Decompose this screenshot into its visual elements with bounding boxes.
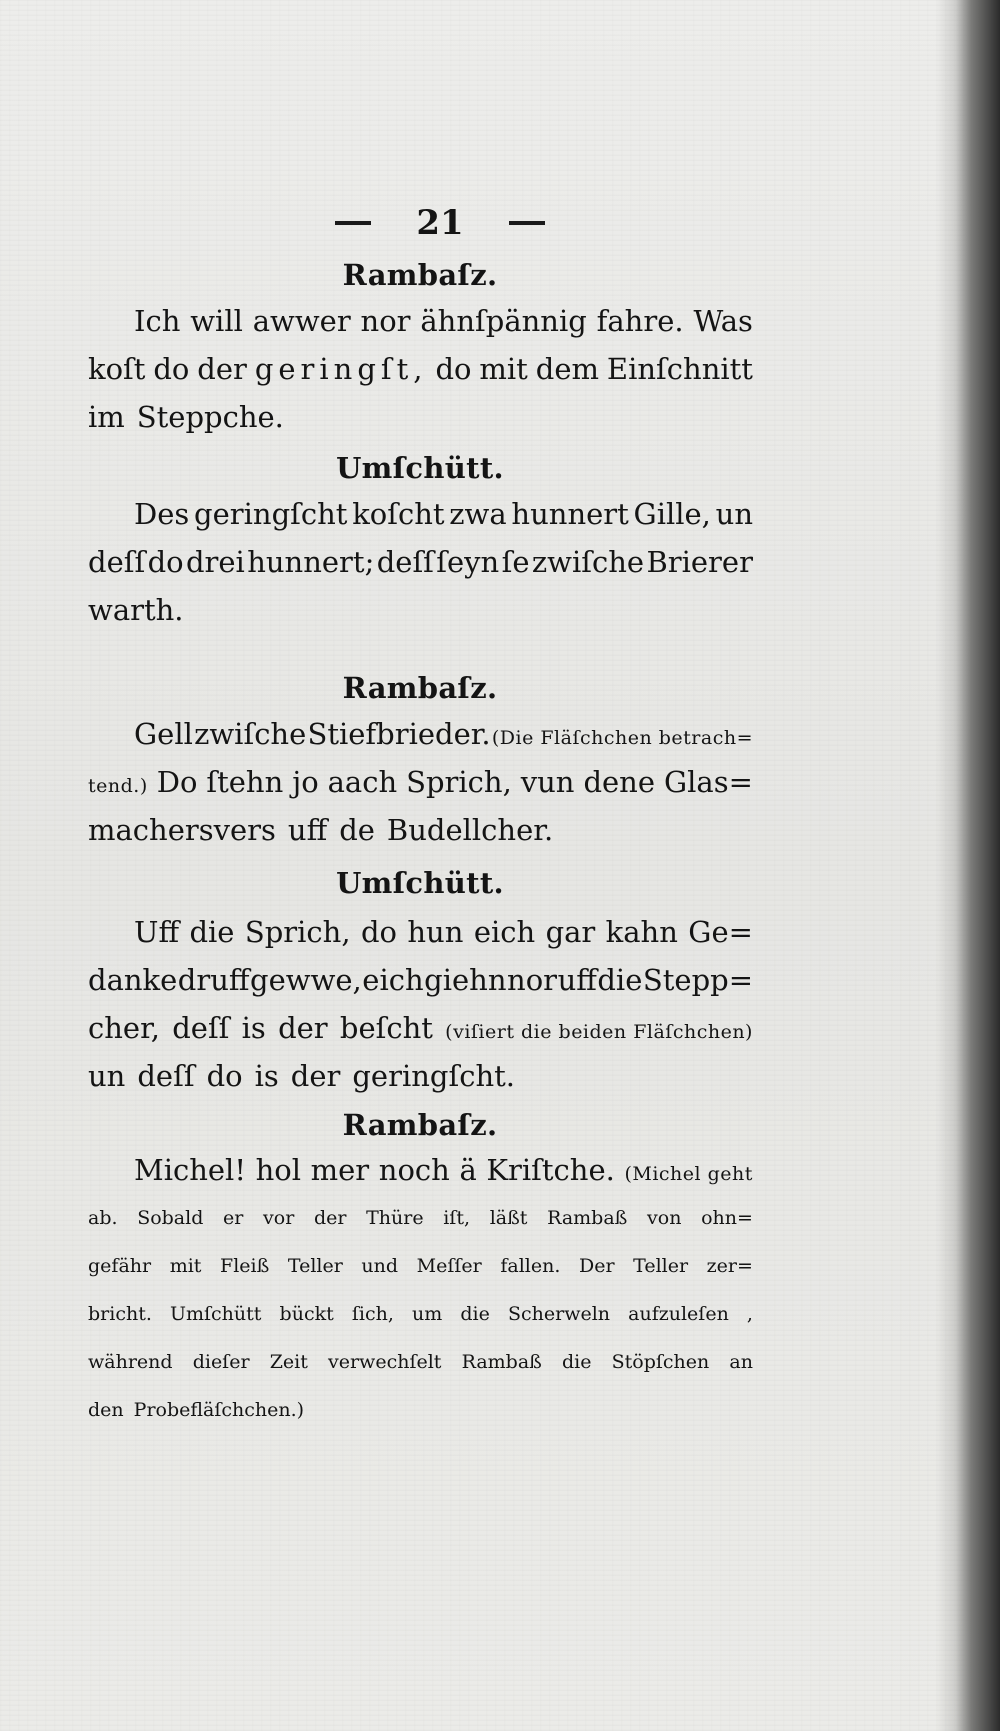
word: Der	[578, 1255, 615, 1277]
word: ohn=	[701, 1207, 753, 1229]
word: awwer	[252, 304, 351, 338]
word: Gille,	[633, 497, 711, 531]
word: zwiſche	[531, 545, 645, 579]
word: den	[88, 1399, 124, 1421]
word: deſſ	[376, 545, 434, 579]
word: Scherweln	[507, 1303, 611, 1325]
text-line	[88, 1004, 753, 1052]
word: do	[360, 915, 397, 949]
word: Rambaß	[461, 1351, 542, 1373]
stage-direction-line	[88, 1292, 753, 1336]
word: gar	[545, 915, 596, 949]
word: drei	[185, 545, 245, 579]
word: deſſ	[137, 1059, 195, 1093]
page-header	[335, 198, 545, 248]
word: ſe	[501, 545, 530, 579]
word: Sprich,	[244, 915, 351, 949]
word: zwiſche	[194, 717, 307, 751]
speaker-name: Umſchütt.	[336, 866, 504, 900]
word: Rambaß	[547, 1207, 628, 1229]
word: dene	[583, 765, 656, 799]
word: Michel!	[134, 1153, 246, 1187]
word: zwa	[449, 497, 507, 531]
word: er	[223, 1207, 244, 1229]
word: der	[313, 1207, 347, 1229]
speaker-name: Umſchütt.	[336, 451, 504, 485]
header-dash-right	[509, 221, 545, 225]
word: von	[647, 1207, 682, 1229]
word: warth.	[88, 593, 184, 627]
word: beſcht	[339, 1011, 433, 1045]
word: noch	[378, 1153, 450, 1187]
word: do	[206, 1059, 243, 1093]
text-line	[134, 710, 753, 758]
word: un	[88, 1059, 126, 1093]
page-edge-shadow	[936, 0, 1000, 1731]
word: nor	[507, 963, 558, 997]
stage-direction-line	[88, 1196, 753, 1240]
word: hunnert	[511, 497, 629, 531]
word: eich	[362, 963, 424, 997]
word: hun	[407, 915, 464, 949]
word: während	[88, 1351, 173, 1373]
text-line	[134, 490, 753, 538]
word: ſich,	[351, 1303, 394, 1325]
word: Ich	[134, 304, 181, 338]
word: Teller	[633, 1255, 689, 1277]
word: Meſſer	[416, 1255, 482, 1277]
word: ſtehn	[206, 765, 284, 799]
word: ähnſpännig	[420, 304, 587, 338]
word: bricht.	[88, 1303, 152, 1325]
word: un	[715, 497, 753, 531]
stage-direction-line	[88, 1244, 753, 1288]
stage-direction: tend.)	[88, 775, 148, 797]
word: die	[460, 1303, 490, 1325]
word: druff	[177, 963, 250, 997]
word: dieſer	[192, 1351, 250, 1373]
text-line	[88, 538, 753, 586]
word: cher,	[88, 1011, 160, 1045]
word: machersvers	[88, 813, 276, 847]
text-line	[134, 297, 753, 345]
word: Kriſtche.	[486, 1153, 615, 1187]
word: Gell	[134, 717, 193, 751]
word: uff	[557, 963, 597, 997]
word: der	[290, 1059, 341, 1093]
word: geringſcht	[194, 497, 348, 531]
word: danke	[88, 963, 178, 997]
word: koſcht	[352, 497, 445, 531]
header-dash-left	[335, 221, 371, 225]
word: verwechſelt	[328, 1351, 442, 1373]
word: Teller	[287, 1255, 343, 1277]
word: ab.	[88, 1207, 118, 1229]
word: eich	[473, 915, 536, 949]
word: deſſ	[88, 545, 146, 579]
word: der	[197, 352, 247, 386]
page-number: 21	[416, 203, 464, 243]
word: läßt	[489, 1207, 528, 1229]
word: hunnert;	[247, 545, 375, 579]
word: geringſcht.	[352, 1059, 515, 1093]
word: Brierer	[646, 545, 753, 579]
word: dem	[535, 352, 599, 386]
word: aufzuleſen	[628, 1303, 729, 1325]
word: zer=	[706, 1255, 753, 1277]
word: an	[729, 1351, 753, 1373]
word: die	[597, 963, 643, 997]
stage-direction-line	[88, 1388, 753, 1432]
speaker-name: Rambaſz.	[342, 671, 498, 705]
word: Thüre	[366, 1207, 424, 1229]
word: Fleiß	[220, 1255, 270, 1277]
word: Stöpſchen	[611, 1351, 710, 1373]
word: ,	[746, 1303, 753, 1325]
word: Do	[156, 765, 198, 799]
word: Umſchütt	[169, 1303, 262, 1325]
word: Des	[134, 497, 190, 531]
text-line	[88, 806, 753, 854]
word: kahn	[605, 915, 678, 949]
word: im	[88, 400, 125, 434]
word: Uff	[134, 915, 180, 949]
word: gefähr	[88, 1255, 152, 1277]
text-line	[134, 908, 753, 956]
word: gewwe,	[250, 963, 362, 997]
word: mer	[310, 1153, 370, 1187]
text-line	[88, 956, 753, 1004]
text-line	[134, 1146, 753, 1194]
text-line	[88, 1052, 753, 1100]
word: Zeit	[269, 1351, 308, 1373]
text-line	[88, 758, 753, 806]
word: und	[361, 1255, 399, 1277]
word: de	[339, 813, 375, 847]
word: Glas=	[663, 765, 753, 799]
word: Steppche.	[136, 400, 284, 434]
word: uff	[287, 813, 328, 847]
word: jo	[292, 765, 319, 799]
word: die	[562, 1351, 592, 1373]
word: hol	[255, 1153, 302, 1187]
stage-direction: (Die Fläſchchen betrach=	[491, 727, 753, 749]
word: Stiefbrieder.	[307, 717, 491, 751]
word: do	[147, 545, 184, 579]
word: Was	[693, 304, 753, 338]
word: mit	[479, 352, 528, 386]
emphasized-word: geringſt,	[254, 352, 428, 386]
word: Budellcher.	[386, 813, 554, 847]
word: Sprich,	[406, 765, 512, 799]
stage-direction: (viſiert die beiden Fläſchchen)	[445, 1021, 753, 1043]
word: koſt	[88, 352, 146, 386]
word: iſt,	[443, 1207, 471, 1229]
word: Stepp=	[642, 963, 753, 997]
text-line	[88, 393, 753, 441]
stage-direction: (Michel geht	[624, 1163, 753, 1185]
word: bückt	[279, 1303, 334, 1325]
word: um	[412, 1303, 443, 1325]
text-line	[88, 586, 753, 634]
word: will	[190, 304, 243, 338]
speaker-name: Rambaſz.	[342, 1108, 498, 1142]
word: ſeyn	[436, 545, 500, 579]
stage-direction-line	[88, 1340, 753, 1384]
word: is	[254, 1059, 279, 1093]
speaker-name: Rambaſz.	[342, 258, 498, 292]
word: aach	[327, 765, 398, 799]
word: mit	[169, 1255, 202, 1277]
word: vun	[520, 765, 575, 799]
word: is	[241, 1011, 266, 1045]
word: ä	[459, 1153, 477, 1187]
word: nor	[360, 304, 411, 338]
word: Einſchnitt	[606, 352, 753, 386]
word: do	[435, 352, 472, 386]
word: deſſ	[172, 1011, 230, 1045]
word: fallen.	[500, 1255, 561, 1277]
word: fahre.	[596, 304, 684, 338]
text-line	[88, 345, 753, 393]
word: Sobald	[137, 1207, 204, 1229]
word: giehn	[424, 963, 507, 997]
word: do	[153, 352, 190, 386]
word: Probefläſchchen.)	[133, 1399, 305, 1421]
word: der	[278, 1011, 328, 1045]
word: die	[189, 915, 235, 949]
word: Ge=	[688, 915, 753, 949]
word: vor	[263, 1207, 295, 1229]
